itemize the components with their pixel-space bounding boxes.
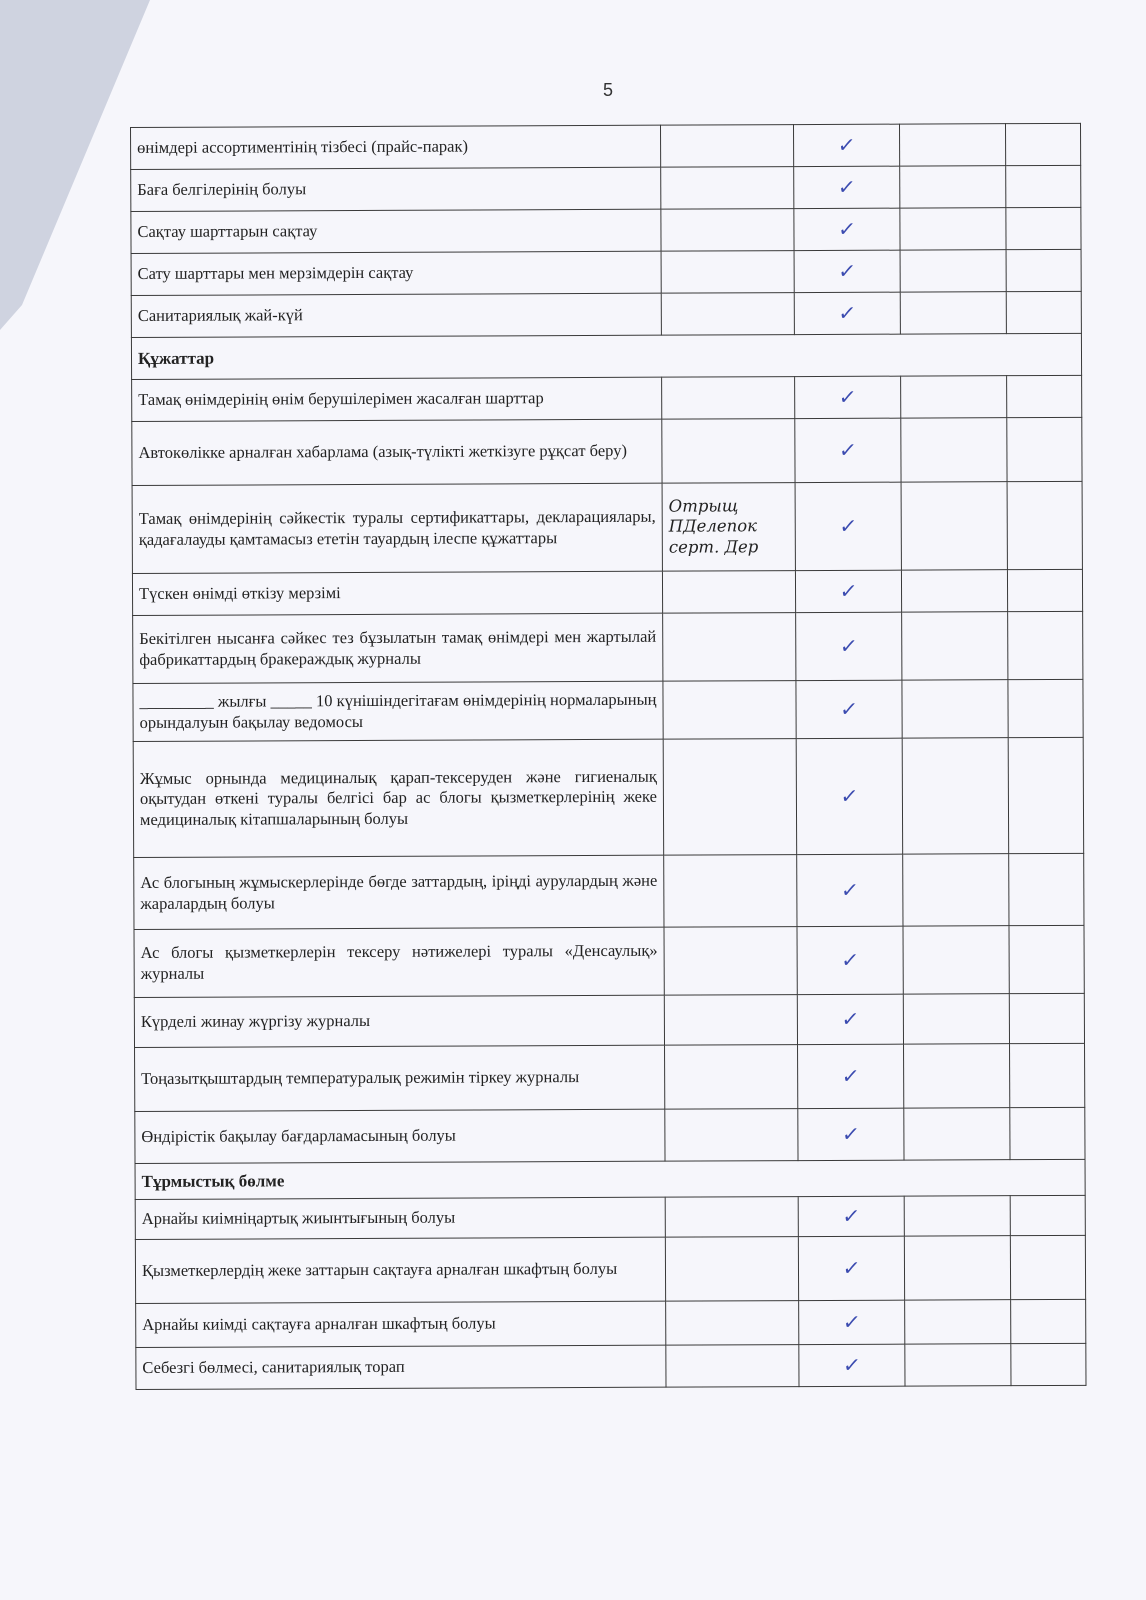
requirement-cell xyxy=(133,681,663,741)
yes-mark-cell xyxy=(796,680,902,738)
yes-mark-cell xyxy=(794,292,900,334)
check-mark-icon: ✓ xyxy=(839,877,860,902)
empty-cell-no xyxy=(904,1196,1010,1236)
requirement-text: Бекітілген нысанға сәйкес тез бұзылатын тамақ өнімдері мен жартылай фабрикаттардың бракераждық журналы xyxy=(139,626,657,669)
check-mark-icon: ✓ xyxy=(837,300,858,325)
note-cell xyxy=(661,293,794,336)
checklist-table xyxy=(130,123,1087,1390)
check-mark-icon: ✓ xyxy=(836,216,858,241)
table-row xyxy=(133,737,1083,857)
section-row xyxy=(135,1159,1085,1199)
empty-cell-na xyxy=(1007,569,1082,611)
check-mark-icon: ✓ xyxy=(839,783,860,808)
note-cell xyxy=(666,1301,799,1346)
check-mark-icon: ✓ xyxy=(837,384,858,409)
empty-cell-na xyxy=(1008,679,1083,737)
empty-cell-na xyxy=(1010,1195,1085,1235)
note-cell xyxy=(665,1197,798,1238)
requirement-cell xyxy=(134,927,664,997)
empty-cell-no xyxy=(905,1344,1011,1386)
requirement-text: Себезгі бөлмесі, санитариялық торап xyxy=(142,1357,405,1378)
check-mark-icon: ✓ xyxy=(840,947,861,972)
check-mark-icon: ✓ xyxy=(841,1203,862,1228)
empty-cell-na xyxy=(1011,1343,1086,1385)
check-mark-icon: ✓ xyxy=(841,1352,862,1377)
yes-mark-cell xyxy=(798,1236,904,1300)
empty-cell-no xyxy=(902,738,1009,854)
yes-mark-cell xyxy=(796,612,902,680)
table-row xyxy=(135,1107,1085,1163)
yes-mark-cell xyxy=(794,250,900,292)
empty-cell-na xyxy=(1006,249,1081,291)
table-row xyxy=(132,375,1082,421)
check-mark-icon: ✓ xyxy=(840,1063,861,1088)
requirement-text: Тамақ өнімдерінің сәйкестік туралы сертификаттары, декларациялары, қадағалауды қамтамасыз ететін тауардың ілеспе құжаттары xyxy=(138,506,656,549)
yes-mark-cell xyxy=(795,482,901,570)
table-row xyxy=(133,611,1083,683)
table-row xyxy=(131,207,1081,253)
requirement-cell xyxy=(131,251,661,295)
yes-mark-cell xyxy=(795,570,901,612)
table-row xyxy=(132,417,1082,485)
note-cell xyxy=(664,855,797,928)
empty-cell-no xyxy=(900,166,1006,208)
requirement-text: Түскен өнімді өткізу мерзімі xyxy=(138,583,341,604)
check-mark-icon: ✓ xyxy=(840,1006,861,1031)
empty-cell-na xyxy=(1008,611,1083,679)
yes-mark-cell xyxy=(796,738,903,854)
check-mark-icon: ✓ xyxy=(841,1309,862,1334)
table-row xyxy=(131,123,1081,169)
empty-cell-na xyxy=(1010,1107,1085,1159)
requirement-text: Өндірістік бақылау бағдарламасының болуы xyxy=(141,1125,456,1147)
requirement-cell xyxy=(132,377,662,421)
table-row xyxy=(134,853,1084,929)
empty-cell-na xyxy=(1008,737,1084,853)
note-cell xyxy=(662,419,795,484)
note-cell xyxy=(663,739,797,856)
requirement-text: Ас блогы қызметкерлерін тексеру нәтижелері туралы «Денсаулық» журналы xyxy=(140,940,658,983)
requirement-cell xyxy=(132,483,662,573)
empty-cell-no xyxy=(901,570,1007,612)
note-cell xyxy=(666,1345,799,1388)
check-mark-icon: ✓ xyxy=(838,578,859,603)
section-heading: Тұрмыстық бөлме xyxy=(135,1159,1085,1199)
section-heading: Құжаттар xyxy=(131,333,1081,379)
empty-cell-no xyxy=(900,292,1006,334)
empty-cell-no xyxy=(903,926,1009,994)
check-mark-icon: ✓ xyxy=(840,1121,861,1146)
requirement-cell xyxy=(133,613,663,683)
yes-mark-cell xyxy=(798,1108,904,1160)
requirement-cell xyxy=(131,293,661,337)
requirement-text: Жұмыс орнында медициналық қарап-тексеруден және гигиеналық оқытудан өткені туралы белгісі бар ас блогы қызметкерлерінің жеке медициналық кітапшаларының болуы xyxy=(139,766,657,829)
check-mark-icon: ✓ xyxy=(836,174,857,199)
requirement-cell xyxy=(131,209,661,253)
check-mark-icon: ✓ xyxy=(837,258,858,283)
table-row xyxy=(131,249,1081,295)
yes-mark-cell xyxy=(794,166,900,208)
table-row xyxy=(133,679,1083,741)
requirement-cell xyxy=(135,1109,665,1163)
requirement-cell xyxy=(131,125,661,169)
requirement-cell xyxy=(135,1045,665,1111)
table-row xyxy=(136,1299,1086,1347)
check-mark-icon: ✓ xyxy=(838,513,859,538)
table-row xyxy=(135,1043,1085,1111)
empty-cell-na xyxy=(1011,1299,1086,1343)
requirement-text: Қызметкерлердің жеке заттарын сақтауға арналған шкафтың болуы xyxy=(141,1259,618,1281)
note-cell xyxy=(662,483,795,572)
table-row xyxy=(136,1343,1086,1389)
requirement-cell xyxy=(134,995,664,1047)
requirement-text: Ас блогының жұмыскерлерінде бөгде заттардың, іріңді аурулардың және жаралардың болуы xyxy=(140,870,658,913)
table-row xyxy=(131,165,1081,211)
check-mark-icon: ✓ xyxy=(836,132,857,157)
requirement-text: Күрделі жинау жүргізу журналы xyxy=(140,1011,371,1032)
yes-mark-cell xyxy=(794,208,900,250)
empty-cell-na xyxy=(1009,853,1084,925)
requirement-cell xyxy=(134,855,664,929)
empty-cell-no xyxy=(901,418,1007,482)
yes-mark-cell xyxy=(798,1196,904,1236)
yes-mark-cell xyxy=(797,854,903,926)
yes-mark-cell xyxy=(798,1044,904,1108)
empty-cell-na xyxy=(1009,925,1084,993)
note-cell xyxy=(665,1237,798,1302)
handwritten-note-line: серт. Дер xyxy=(668,537,759,557)
empty-cell-no xyxy=(904,1108,1010,1160)
requirement-cell xyxy=(132,571,662,615)
check-mark-icon: ✓ xyxy=(838,633,859,658)
note-cell xyxy=(660,125,793,168)
requirement-text: Сату шарттары мен мерзімдерін сақтау xyxy=(137,262,414,284)
page-number: 5 xyxy=(603,80,614,100)
note-cell xyxy=(663,613,796,682)
empty-cell-na xyxy=(1010,1043,1085,1107)
requirement-cell xyxy=(135,1197,665,1239)
requirement-text: өнімдері ассортиментінің тізбесі (прайс-парак) xyxy=(137,136,469,158)
requirement-text: Баға белгілерінің болуы xyxy=(137,179,307,200)
empty-cell-na xyxy=(1006,207,1081,249)
yes-mark-cell xyxy=(797,994,903,1044)
table-row xyxy=(134,925,1084,997)
requirement-cell xyxy=(133,739,664,857)
requirement-cell xyxy=(135,1237,665,1303)
table-row xyxy=(131,291,1081,337)
empty-cell-no xyxy=(901,482,1007,570)
empty-cell-no xyxy=(904,1236,1010,1300)
requirement-cell xyxy=(136,1345,666,1389)
note-cell xyxy=(664,927,797,996)
requirement-text: Сақтау шарттарын сақтау xyxy=(137,221,318,242)
check-mark-icon: ✓ xyxy=(839,696,860,721)
empty-cell-na xyxy=(1005,123,1080,165)
yes-mark-cell xyxy=(795,376,901,418)
empty-cell-no xyxy=(902,680,1008,738)
empty-cell-no xyxy=(901,376,1007,418)
empty-cell-no xyxy=(904,1044,1010,1108)
empty-cell-no xyxy=(905,1300,1011,1344)
requirement-cell xyxy=(131,167,661,211)
requirement-cell xyxy=(132,419,662,485)
note-cell xyxy=(663,681,796,740)
note-cell xyxy=(661,251,794,294)
handwritten-note-line: ПДелепок xyxy=(668,516,758,536)
yes-mark-cell xyxy=(797,926,903,994)
empty-cell-na xyxy=(1007,481,1082,569)
note-cell xyxy=(661,209,794,252)
yes-mark-cell xyxy=(793,124,899,166)
table-row xyxy=(132,569,1082,615)
table-row xyxy=(134,993,1084,1047)
table-row xyxy=(135,1235,1085,1303)
empty-cell-na xyxy=(1010,1235,1085,1299)
note-cell xyxy=(665,1109,798,1162)
table-row xyxy=(132,481,1082,573)
empty-cell-no xyxy=(900,250,1006,292)
note-cell xyxy=(662,571,795,614)
empty-cell-no xyxy=(902,612,1008,680)
requirement-text: Тоңазытқыштардың температуралық режимін тіркеу журналы xyxy=(141,1067,580,1089)
empty-cell-na xyxy=(1006,291,1081,333)
handwritten-note-line: Отрыщ xyxy=(668,495,739,516)
empty-cell-na xyxy=(1009,993,1084,1043)
table-row xyxy=(135,1195,1085,1239)
note-cell xyxy=(661,167,794,210)
requirement-text: Арнайы киімді сақтауға арналған шкафтың болуы xyxy=(142,1313,496,1335)
empty-cell-no xyxy=(899,124,1005,166)
note-cell xyxy=(664,995,797,1046)
empty-cell-na xyxy=(1007,375,1082,417)
note-cell xyxy=(665,1045,798,1110)
yes-mark-cell xyxy=(799,1300,905,1344)
requirement-text: Автокөлікке арналған хабарлама (азық-түлікті жеткізуге рұқсат беру) xyxy=(138,441,627,463)
requirement-text: Арнайы киімніңартық жиынтығының болуы xyxy=(141,1207,456,1229)
check-mark-icon: ✓ xyxy=(841,1255,862,1280)
requirement-text: Тамақ өнімдерінің өнім берушілерімен жасалған шарттар xyxy=(138,388,544,410)
empty-cell-na xyxy=(1007,417,1082,481)
requirement-cell xyxy=(136,1301,666,1347)
empty-cell-no xyxy=(903,994,1009,1044)
requirement-text: Санитариялық жай-күй xyxy=(137,305,303,326)
section-row xyxy=(131,333,1081,379)
empty-cell-no xyxy=(903,854,1009,926)
empty-cell-na xyxy=(1006,165,1081,207)
note-cell xyxy=(662,377,795,420)
check-mark-icon: ✓ xyxy=(837,437,858,462)
requirement-text: _________ жылғы _____ 10 күнішіндегітағам өнімдерінің нормаларының орындалуын бақылау ведомосы xyxy=(139,689,657,732)
empty-cell-no xyxy=(900,208,1006,250)
yes-mark-cell xyxy=(795,418,901,482)
yes-mark-cell xyxy=(799,1344,905,1386)
